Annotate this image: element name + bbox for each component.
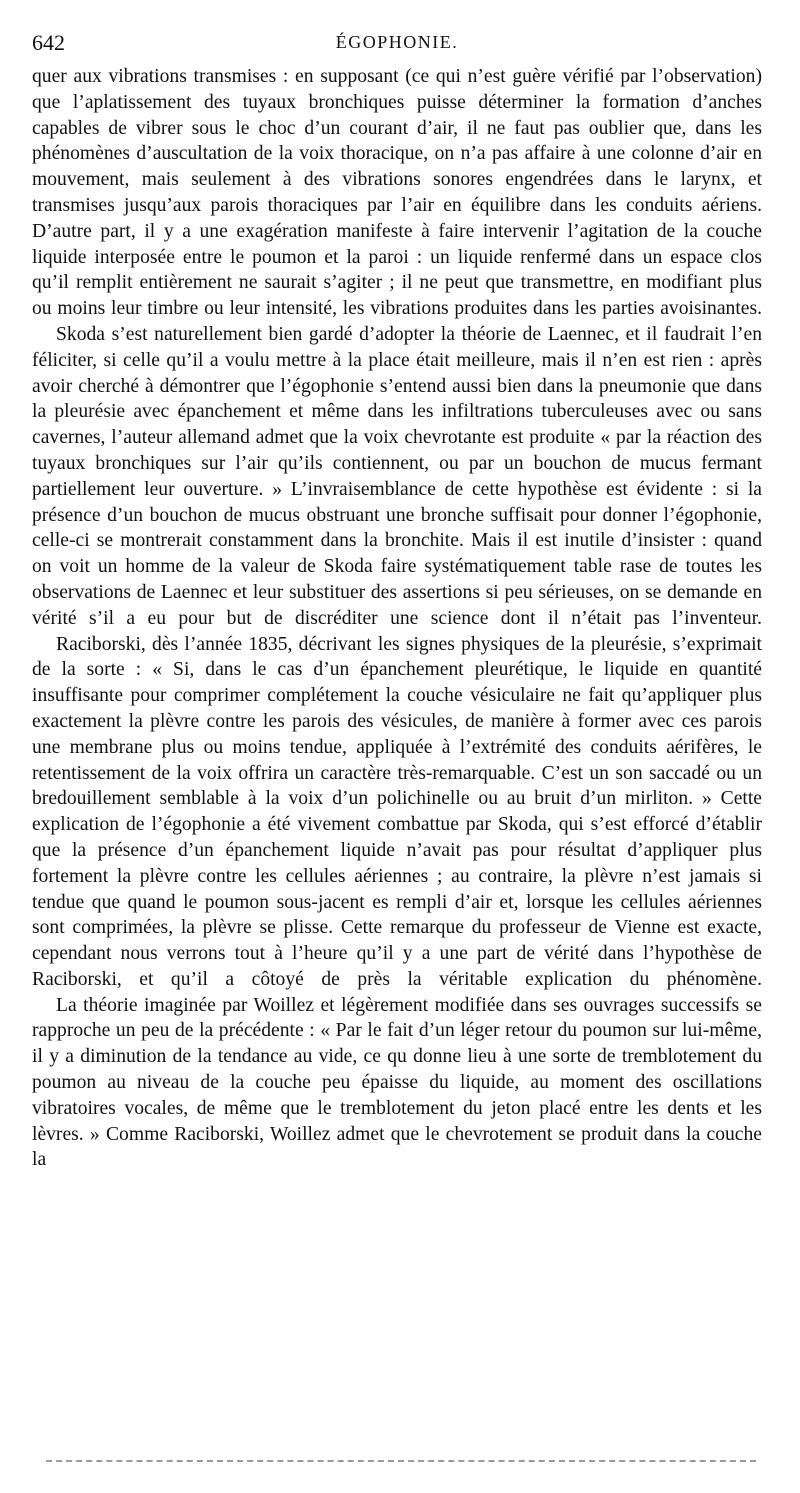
running-title: ÉGOPHONIE. xyxy=(335,32,459,52)
page-header xyxy=(32,30,762,60)
footer-rule xyxy=(46,1460,756,1462)
paragraph-3: Raciborski, dès l’année 1835, décrivant les signes physiques de la pleurésie, s’exprimait de la sorte : « Si, dans le cas d’un épanchement pleurétique, le liquide en quantité insuffisante pour comprimer complétement la couche vésiculaire ne fait qu’appliquer plus exactement la plèvre contre les parois des vésicules, de manière à former avec ces parois une membrane plus ou moins tendue, appliquée à l’extrémité des conduits aérifères, le retentissement de la voix offrira un caractère très-remarquable. C’est un son saccadé ou un bredouillement semblable à la voix d’un polichinelle ou au bruit d’un mirliton. » Cette explication de l’égophonie a été vivement combattue par Skoda, qui s’est efforcé d’établir que la présence d’un épanchement liquide n’avait pas pour résultat d’appliquer plus fortement la plèvre contre les cellules aériennes ; au contraire, la plèvre n’est jamais si tendue que quand le poumon sous-jacent es rempli d’air et, lorsque les cellules aériennes sont comprimées, la plèvre se plisse. Cette remarque du professeur de Vienne est exacte, cependant nous verrons tout à l’heure qu’il y a une part de vérité dans l’hypothèse de Raciborski, et qu’il a côtoyé de près la véritable explication du phénomène. xyxy=(32,633,762,990)
paragraph-1: quer aux vibrations transmises : en supposant (ce qui n’est guère vérifié par l’observation) que l’aplatissement des tuyaux bronchiques puisse déterminer la formation d’anches capables de vibrer sous le choc d’un courant d’air, il ne faut pas oublier que, dans les phénomènes d’auscultation de la voix thoracique, on n’a pas affaire à une colonne d’air en mouvement, mais seulement à des vibrations sonores engendrées dans le larynx, et transmises jusqu’aux parois thoraciques par l’air en équilibre dans les conduits aériens. D’autre part, il y a une exagération manifeste à faire intervenir l’agitation de la couche liquide interposée entre le poumon et la paroi : un liquide renfermé dans un espace clos qu’il remplit entièrement ne saurait s’agiter ; il ne peut que transmettre, en modifiant plus ou moins leur timbre ou leur intensité, les vibrations produites dans les parties avoisinantes. xyxy=(32,66,762,320)
paragraph-4: La théorie imaginée par Woillez et légèrement modifiée dans ses ouvrages successifs se rapproche un peu de la précédente : « Par le fait d’un léger retour du poumon sur lui-même, il y a diminution de la tendance au vide, ce qu donne lieu à une sorte de tremblotement du poumon au niveau de la couche peu épaisse du liquide, au moment des oscillations vibratoires vocales, de même que le tremblotement du jeton placé entre les dents et les lèvres. » Comme Raciborski, Woillez admet que le chevrotement se produit dans la couche la xyxy=(32,994,762,1171)
book-page xyxy=(32,30,762,1173)
body-text xyxy=(32,64,762,1173)
paragraph-2: Skoda s’est naturellement bien gardé d’adopter la théorie de Laennec, et il faudrait l’en féliciter, si celle qu’il a voulu mettre à la place était meilleure, mais il n’en est rien : après avoir cherché à démontrer que l’égophonie s’entend aussi bien dans la pneumonie que dans la pleurésie avec épanchement et même dans les infiltrations tuberculeuses avec ou sans cavernes, l’auteur allemand admet que la voix chevrotante est produite « par la réaction des tuyaux bronchiques sur l’air qu’ils contiennent, ou par un bouchon de mucus fermant partiellement leur ouverture. » L’invraisemblance de cette hypothèse est évidente : si la présence d’un bouchon de mucus obstruant une bronche suffisait pour donner l’égophonie, celle-ci se montrerait constamment dans la bronchite. Mais il est inutile d’insister : quand on voit un homme de la valeur de Skoda faire systématiquement table rase de toutes les observations de Laennec et leur substituer des assertions si peu sérieuses, on se demande en vérité s’il a eu pour but de discréditer une science dont il n’était pas l’inventeur. xyxy=(32,323,762,629)
page-number: 642 xyxy=(32,30,65,55)
